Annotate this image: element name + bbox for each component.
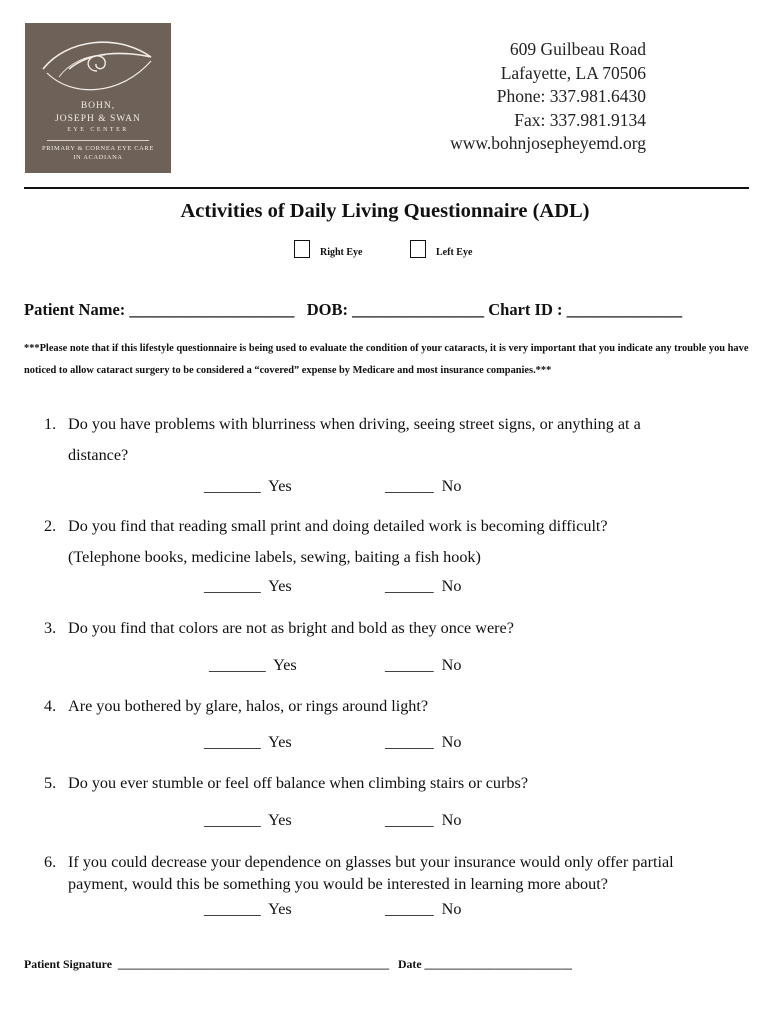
question-number: 5. (44, 774, 57, 792)
logo-tagline-line2: IN ACADIANA (73, 154, 123, 161)
q2-no-blank[interactable]: ______ No (385, 577, 462, 595)
question-text: Do you ever stumble or feel off balance when climbing stairs or curbs? (68, 774, 528, 792)
question-number: 4. (44, 697, 57, 715)
right-eye-label: Right Eye (320, 247, 363, 258)
cataract-note: ***Please note that if this lifestyle questionnaire is being used to evaluate the condition of your cataracts, it is very important that you indicate any trouble you have noticed to allow cataract surgery to be considered a “covered” expense by Medicare and most insurance companies.*** (24, 343, 749, 376)
right-eye-option[interactable] (294, 240, 363, 258)
address-city: Lafayette, LA 70506 (500, 62, 646, 83)
question-text-continued: payment, would this be something you would be interested in learning more about? (68, 875, 608, 893)
address-website: www.bohnjosepheyemd.org (450, 133, 646, 153)
address-phone: Phone: 337.981.6430 (496, 86, 646, 106)
question-text-continued: distance? (68, 446, 129, 464)
logo-divider (47, 140, 149, 141)
q6-no-blank[interactable]: ______ No (385, 900, 462, 918)
question-number: 2. (44, 517, 57, 535)
question-3 (44, 617, 514, 639)
q6-yes-blank[interactable]: _______ Yes (204, 900, 292, 918)
signature-line[interactable]: Patient Signature ______________________________________________ Date _________________________ (24, 957, 572, 971)
q4-yes-blank[interactable]: _______ Yes (204, 733, 292, 751)
logo-name-line2: JOSEPH & SWAN (55, 114, 141, 124)
question-6 (44, 851, 674, 895)
logo-tagline-line1: PRIMARY & CORNEA EYE CARE (42, 145, 154, 152)
page-title: Activities of Daily Living Questionnaire (ADL) (180, 200, 590, 222)
logo-name-line1: BOHN, (80, 101, 116, 111)
question-text: If you could decrease your dependence on glasses but your insurance would only offer partial (68, 853, 674, 871)
address-fax: Fax: 337.981.9134 (514, 109, 646, 130)
question-text: Do you have problems with blurriness when driving, seeing street signs, or anything at a (68, 415, 641, 433)
left-eye-option[interactable] (410, 240, 472, 258)
q3-no-blank[interactable]: ______ No (385, 656, 462, 674)
eye-swirl-icon (39, 33, 157, 99)
q3-yes-blank[interactable]: _______ Yes (209, 656, 297, 674)
header-divider (24, 187, 749, 189)
address-street: 609 Guilbeau Road (509, 39, 646, 59)
right-eye-checkbox[interactable] (294, 240, 310, 258)
question-number: 6. (44, 853, 57, 871)
question-5 (44, 772, 528, 794)
question-text: Do you find that reading small print and doing detailed work is becoming difficult? (68, 517, 608, 535)
question-text-continued: (Telephone books, medicine labels, sewing, baiting a fish hook) (68, 548, 481, 566)
left-eye-checkbox[interactable] (410, 240, 426, 258)
logo-name-line3: EYE CENTER (67, 127, 129, 133)
question-text: Do you find that colors are not as bright and bold as they once were? (68, 619, 514, 637)
question-number: 1. (44, 415, 57, 433)
q5-no-blank[interactable]: ______ No (385, 811, 462, 829)
clinic-address (450, 38, 646, 156)
question-1 (44, 413, 641, 466)
question-text: Are you bothered by glare, halos, or rings around light? (68, 697, 429, 715)
q2-yes-blank[interactable]: _______ Yes (204, 577, 292, 595)
question-4 (44, 695, 428, 717)
patient-info-line: Patient Name: ____________________ DOB: ________________ Chart ID : ______________ (24, 300, 683, 319)
q5-yes-blank[interactable]: _______ Yes (204, 811, 292, 829)
question-2 (44, 515, 608, 568)
q1-yes-blank[interactable]: _______ Yes (204, 477, 292, 495)
clinic-logo (25, 23, 171, 173)
q4-no-blank[interactable]: ______ No (385, 733, 462, 751)
question-number: 3. (44, 619, 57, 637)
q1-no-blank[interactable]: ______ No (385, 477, 462, 495)
left-eye-label: Left Eye (436, 247, 473, 258)
